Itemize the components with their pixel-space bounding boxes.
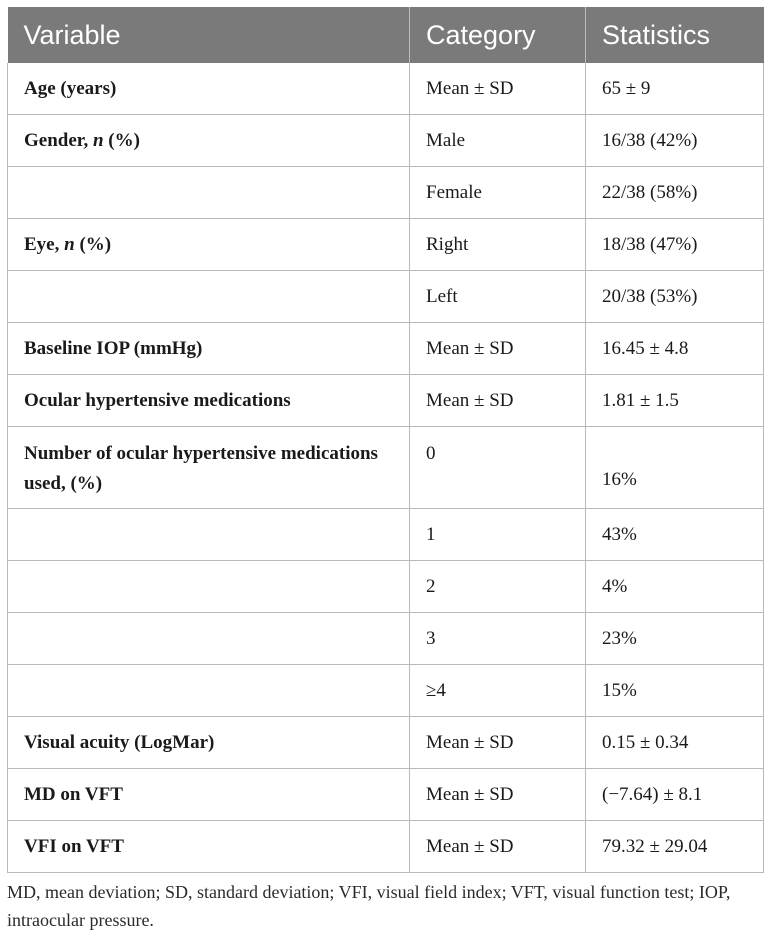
cell-category: Mean ± SD	[410, 717, 586, 769]
table-row	[8, 613, 764, 665]
cell-variable: Gender, n (%)	[8, 115, 410, 167]
cell-variable: Age (years)	[8, 63, 410, 115]
cell-variable: MD on VFT	[8, 769, 410, 821]
demographics-table	[7, 7, 764, 873]
cell-variable: Eye, n (%)	[8, 219, 410, 271]
cell-variable: Visual acuity (LogMar)	[8, 717, 410, 769]
table-row	[8, 769, 764, 821]
table-row	[8, 427, 764, 509]
cell-variable-text: Number of ocular hypertensive medications used, (%)	[24, 443, 378, 494]
cell-category: Mean ± SD	[410, 323, 586, 375]
table-row	[8, 63, 764, 115]
table-row	[8, 167, 764, 219]
cell-statistics: 15%	[586, 665, 764, 717]
cell-statistics: 16.45 ± 4.8	[586, 323, 764, 375]
cell-statistics: 22/38 (58%)	[586, 167, 764, 219]
cell-category: Left	[410, 271, 586, 323]
cell-statistics: 43%	[586, 509, 764, 561]
cell-variable	[8, 613, 410, 665]
header-variable: Variable	[8, 7, 410, 63]
table-row	[8, 219, 764, 271]
cell-statistics: 16/38 (42%)	[586, 115, 764, 167]
cell-category: Male	[410, 115, 586, 167]
table-row	[8, 509, 764, 561]
table-row	[8, 561, 764, 613]
cell-statistics: 23%	[586, 613, 764, 665]
cell-statistics	[586, 427, 764, 509]
cell-category: Mean ± SD	[410, 63, 586, 115]
cell-category: Mean ± SD	[410, 769, 586, 821]
cell-category: Female	[410, 167, 586, 219]
cell-statistics: 18/38 (47%)	[586, 219, 764, 271]
cell-category: 1	[410, 509, 586, 561]
cell-statistics: 4%	[586, 561, 764, 613]
header-statistics: Statistics	[586, 7, 764, 63]
cell-statistics: 0.15 ± 0.34	[586, 717, 764, 769]
cell-statistics: 79.32 ± 29.04	[586, 821, 764, 873]
cell-statistics: 65 ± 9	[586, 63, 764, 115]
cell-variable: Ocular hypertensive medications	[8, 375, 410, 427]
cell-category: ≥4	[410, 665, 586, 717]
cell-variable	[8, 561, 410, 613]
table-row	[8, 665, 764, 717]
cell-variable	[8, 271, 410, 323]
table-row	[8, 323, 764, 375]
cell-statistics: (−7.64) ± 8.1	[586, 769, 764, 821]
cell-category	[410, 427, 586, 509]
demographics-table-container	[7, 7, 763, 873]
table-row	[8, 717, 764, 769]
cell-category: 2	[410, 561, 586, 613]
cell-category: Right	[410, 219, 586, 271]
table-footnote: MD, mean deviation; SD, standard deviation; VFI, visual field index; VFT, visual function test; IOP, intraocular pressure.	[7, 882, 731, 930]
table-row	[8, 375, 764, 427]
table-row	[8, 821, 764, 873]
cell-statistics: 1.81 ± 1.5	[586, 375, 764, 427]
table-header-row	[8, 7, 764, 63]
cell-variable	[8, 665, 410, 717]
cell-variable	[8, 167, 410, 219]
cell-category: 3	[410, 613, 586, 665]
cell-variable: Baseline IOP (mmHg)	[8, 323, 410, 375]
cell-statistics-text: 16%	[602, 469, 637, 490]
cell-statistics: 20/38 (53%)	[586, 271, 764, 323]
table-row	[8, 271, 764, 323]
table-row	[8, 115, 764, 167]
cell-category: Mean ± SD	[410, 821, 586, 873]
header-category: Category	[410, 7, 586, 63]
cell-variable	[8, 427, 410, 509]
cell-variable: VFI on VFT	[8, 821, 410, 873]
cell-variable	[8, 509, 410, 561]
cell-category-text: 0	[426, 443, 436, 464]
cell-category: Mean ± SD	[410, 375, 586, 427]
